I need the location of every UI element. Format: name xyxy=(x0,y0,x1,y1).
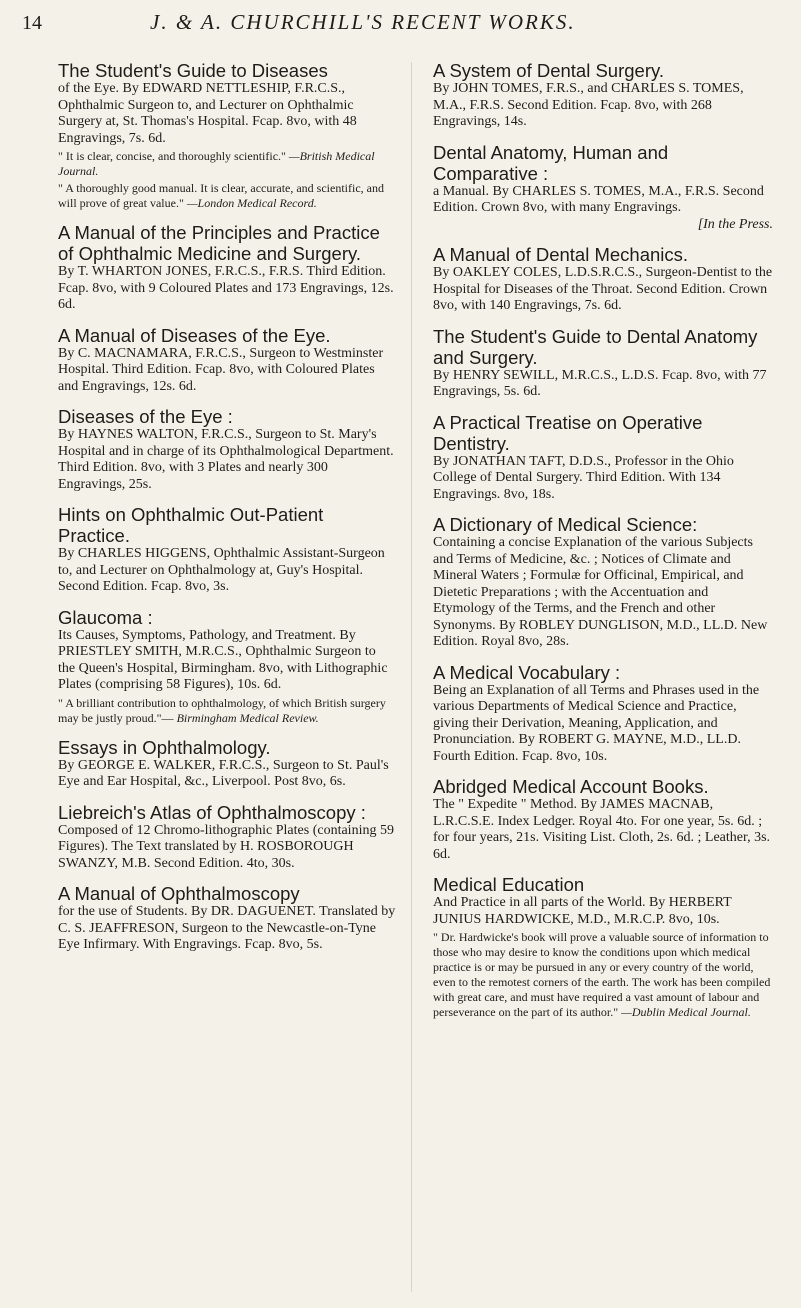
book-entry xyxy=(433,874,773,1020)
press-note: [In the Press. xyxy=(697,216,773,232)
book-title: A Practical Treatise on Operative Dentistry. xyxy=(433,411,703,454)
book-title: A System of Dental Surgery. xyxy=(433,60,665,81)
quote-source: —London Medical Record. xyxy=(186,196,317,210)
book-entry xyxy=(58,883,396,954)
quote-text: " Dr. Hardwicke's book will prove a valuable source of information to those who may desire to know the conditions upon which medical practice is or may be pursued in any or every country of the world, even to the remotest corners of the earth. The work has been compiled with great care, and must have required a vast amount of labour and perseverance on the part of its author." xyxy=(433,930,771,1019)
book-entry xyxy=(58,60,396,211)
book-title: Dental Anatomy, Human and Comparative : xyxy=(433,141,669,184)
review-quote xyxy=(58,149,396,179)
quote-text: " A thoroughly good manual. It is clear, accurate, and scientific, and will prove of great value." xyxy=(58,181,384,210)
right-column xyxy=(433,60,773,1031)
book-description: Containing a concise Explanation of the various Subjects and Terms of Medicine, &c. ; Notices of Climate and Mineral Waters ; Formulæ for Officinal, Empirical, and Dietetic Preparations ; with the Accentuation and Etymology of the Terms, and the French and other Synonyms. By ROBLEY DUNGLISON, M.D., LL.D. New Edition. Royal 8vo, 28s. xyxy=(433,535,768,649)
book-title: Hints on Ophthalmic Out-Patient Practice. xyxy=(58,504,324,546)
review-quote xyxy=(58,696,396,726)
book-title: A Manual of Dental Mechanics. xyxy=(433,244,689,265)
book-description: By HENRY SEWILL, M.R.C.S., L.D.S. Fcap. 8vo, with 77 Engravings, 5s. 6d. xyxy=(433,367,767,399)
book-title: Essays in Ophthalmology. xyxy=(58,736,271,758)
book-description: By JONATHAN TAFT, D.D.S., Professor in the Ohio College of Dental Surgery. Third Edition. With 134 Engravings. 8vo, 18s. xyxy=(433,453,734,502)
book-entry xyxy=(58,504,396,596)
left-column xyxy=(58,60,396,965)
quote-source: —Dublin Medical Journal. xyxy=(621,1005,751,1019)
book-description: Composed of 12 Chromo-lithographic Plates (containing 59 Figures). The Text translated by H. ROSBOROUGH SWANZY, M.B. Second Edition. 4to, 30s. xyxy=(58,822,394,871)
page-number: 14 xyxy=(22,12,42,34)
book-entry xyxy=(58,607,396,726)
book-title: A Medical Vocabulary : xyxy=(433,661,621,683)
review-quote xyxy=(433,930,773,1020)
book-description: Being an Explanation of all Terms and Phrases used in the various Departments of Medical Science and Practice, giving their Derivation, Meaning, Application, and Pronunciation. By ROBERT G. MAYNE, M.D., LL.D. Fourth Edition. Fcap. 8vo, 10s. xyxy=(433,682,760,764)
book-title: The Student's Guide to Diseases xyxy=(58,60,328,81)
book-title: A Manual of Ophthalmoscopy xyxy=(58,883,300,904)
book-entry xyxy=(58,737,396,791)
quote-source: —British Medical Journal. xyxy=(58,149,375,178)
quote-source: Birmingham Medical Review. xyxy=(176,710,319,725)
quote-text: " A brilliant contribution to ophthalmology, of which British surgery may be justly proud."— xyxy=(58,695,386,725)
book-entry xyxy=(58,325,396,396)
book-description: of the Eye. By EDWARD NETTLESHIP, F.R.C.S., Ophthalmic Surgeon to, and Lecturer on Ophthalmic Surgery at, St. Thomas's Hospital. Fcap. 8vo, with 48 Engravings, 7s. 6d. xyxy=(58,81,357,146)
book-description: a Manual. By CHARLES S. TOMES, M.A., F.R.S. Second Edition. Crown 8vo, with many Engravings. xyxy=(433,183,764,215)
book-description: By HAYNES WALTON, F.R.C.S., Surgeon to St. Mary's Hospital and in charge of its Ophthalmological Department. Third Edition. 8vo, with 3 Plates and nearly 300 Engravings, 25s. xyxy=(58,427,394,492)
quote-text: " It is clear, concise, and thoroughly scientific." xyxy=(58,149,286,163)
book-entry xyxy=(433,662,773,766)
book-title: Abridged Medical Account Books. xyxy=(433,776,709,797)
book-description: By OAKLEY COLES, L.D.S.R.C.S., Surgeon-Dentist to the Hospital for Diseases of the Throat. Second Edition. Crown 8vo, with 140 Engravings, 7s. 6d. xyxy=(433,265,773,313)
book-description: By CHARLES HIGGENS, Ophthalmic Assistant-Surgeon to, and Lecturer on Ophthalmology at, Guy's Hospital. Second Edition. Fcap. 8vo, 3s. xyxy=(58,546,385,594)
book-description: The " Expedite " Method. By JAMES MACNAB, L.R.C.S.E. Index Ledger. Royal 4to. For one year, 5s. 6d. ; for four years, 21s. Visiting List. Cloth, 2s. 6d. ; Leather, 3s. 6d. xyxy=(433,797,771,862)
book-description: By JOHN TOMES, F.R.S., and CHARLES S. TOMES, M.A., F.R.S. Second Edition. Fcap. 8vo, with 268 Engravings, 14s. xyxy=(433,81,744,129)
book-entry xyxy=(433,326,773,401)
book-title: A Manual of Diseases of the Eye. xyxy=(58,324,331,346)
book-entry xyxy=(433,776,773,863)
book-title: A Manual of the Principles and Practice of Ophthalmic Medicine and Surgery. xyxy=(58,222,380,264)
book-title: Liebreich's Atlas of Ophthalmoscopy : xyxy=(58,801,366,823)
book-entry xyxy=(58,406,396,493)
book-description: By GEORGE E. WALKER, F.R.C.S., Surgeon to St. Paul's Eye and Ear Hospital, &c., Liverpool. Post 8vo, 6s. xyxy=(58,757,389,789)
book-description: And Practice in all parts of the World. By HERBERT JUNIUS HARDWICKE, M.D., M.R.C.P. 8vo, 10s. xyxy=(433,895,732,927)
book-description: By T. WHARTON JONES, F.R.C.S., F.R.S. Third Edition. Fcap. 8vo, with 9 Coloured Plates and 173 Engravings, 12s. 6d. xyxy=(58,264,394,312)
book-title: The Student's Guide to Dental Anatomy and Surgery. xyxy=(433,325,758,368)
book-entry xyxy=(433,142,773,234)
review-quote xyxy=(58,181,396,211)
book-title: A Dictionary of Medical Science: xyxy=(433,514,698,535)
book-title: Glaucoma : xyxy=(58,606,153,628)
book-entry xyxy=(433,244,773,315)
book-entry xyxy=(58,222,396,314)
book-entry xyxy=(433,60,773,131)
book-description: By C. MACNAMARA, F.R.C.S., Surgeon to Westminster Hospital. Third Edition. Fcap. 8vo, with Coloured Plates and Engravings, 12s. 6d. xyxy=(58,345,384,394)
book-entry xyxy=(433,514,773,651)
column-divider xyxy=(411,62,412,1292)
book-entry xyxy=(58,802,396,873)
running-head: J. & A. CHURCHILL'S RECENT WORKS. xyxy=(150,10,576,34)
book-description: for the use of Students. By DR. DAGUENET. Translated by C. S. JEAFFRESON, Surgeon to the Newcastle-on-Tyne Eye Infirmary. With Engravings. Fcap. 8vo, 5s. xyxy=(58,904,396,952)
book-description: Its Causes, Symptoms, Pathology, and Treatment. By PRIESTLEY SMITH, M.R.C.S., Ophthalmic Surgeon to the Queen's Hospital, Birmingham. 8vo, with Lithographic Plates (comprising 58 Figures), 10s. 6d. xyxy=(58,627,388,692)
book-title: Medical Education xyxy=(433,874,585,895)
book-entry xyxy=(433,412,773,504)
book-title: Diseases of the Eye : xyxy=(58,406,233,427)
